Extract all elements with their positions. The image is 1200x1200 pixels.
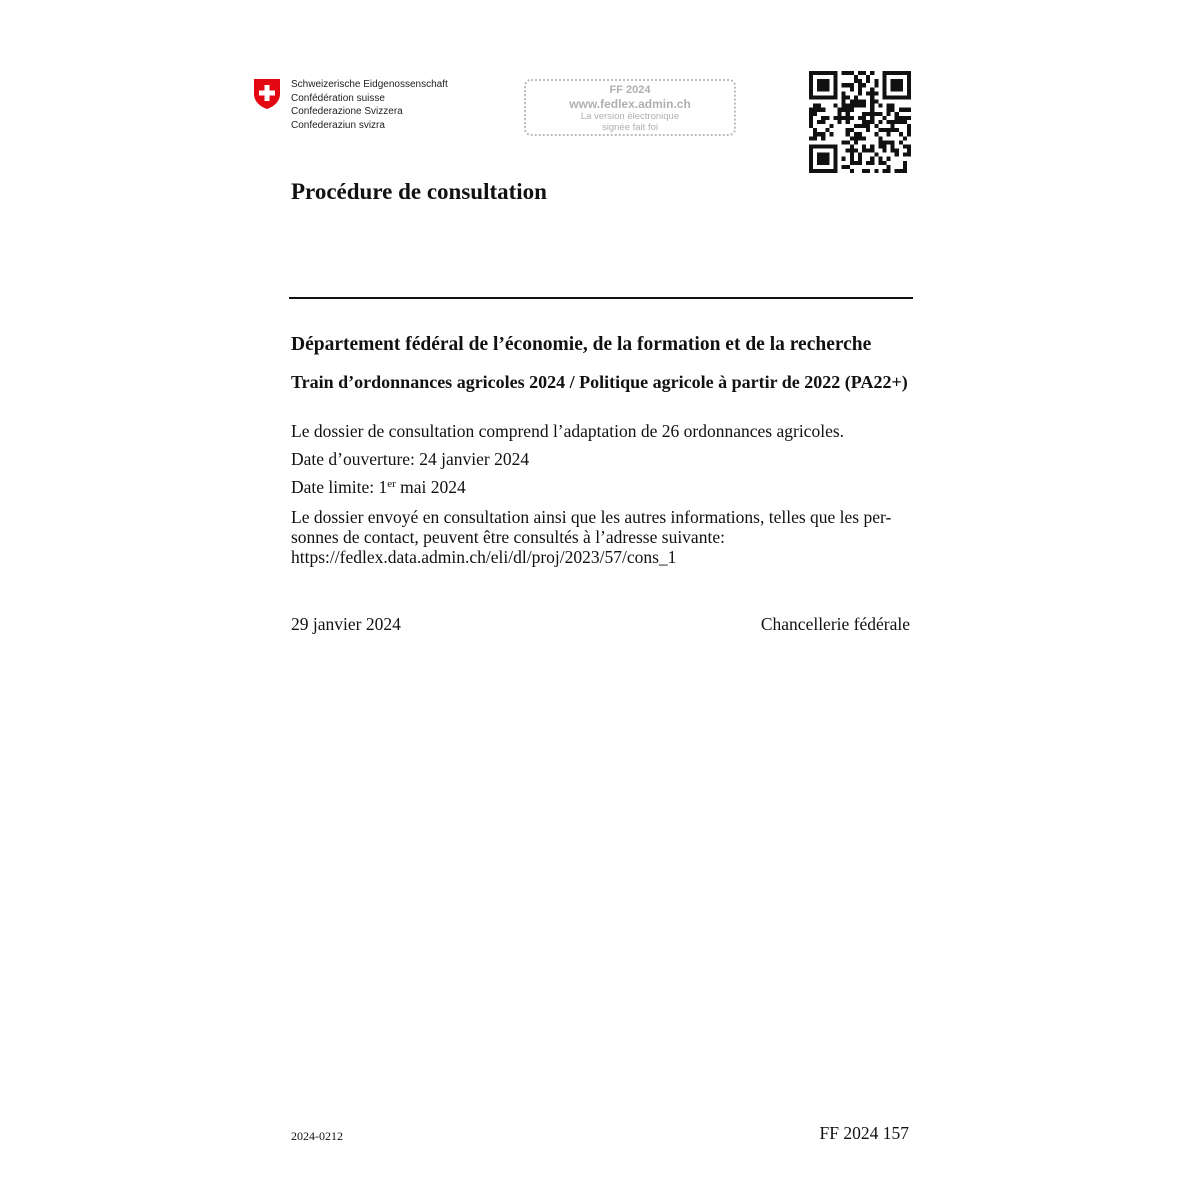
publication-date: 29 janvier 2024	[291, 614, 401, 634]
federation-name-fr: Confédération suisse	[291, 92, 385, 104]
page-reference: FF 2024 157	[819, 1123, 909, 1143]
title-divider	[289, 297, 913, 299]
page-title: Procédure de consultation	[291, 179, 547, 204]
opening-date: Date d’ouverture: 24 janvier 2024	[291, 449, 530, 469]
seal-line-3: La version électronique	[580, 111, 680, 122]
deadline-ordinal: er	[387, 478, 396, 490]
department-heading: Département fédéral de l’économie, de la formation et de la recherche	[291, 334, 872, 355]
deadline-text: Date limite: 1	[291, 477, 388, 497]
swiss-shield-icon	[253, 78, 281, 110]
federation-name-rm: Confederaziun svizra	[291, 119, 385, 131]
issuer-name: Chancellerie fédérale	[760, 614, 910, 634]
deadline-text-end: mai 2024	[395, 477, 466, 497]
deadline-date	[291, 477, 466, 497]
dossier-description: Le dossier de consultation comprend l’adaptation de 26 ordonnances agricoles.	[291, 421, 845, 441]
subject-heading: Train d’ordonnances agricoles 2024 / Politique agricole à partir de 2022 (PA22+)	[291, 372, 908, 392]
federation-name-de: Schweizerische Eidgenossenschaft	[291, 79, 448, 90]
qr-code-icon	[809, 71, 911, 173]
federation-names	[291, 78, 448, 132]
federation-name-it: Confederazione Svizzera	[291, 106, 403, 117]
electronic-seal	[524, 79, 736, 136]
seal-line-2: www.fedlex.admin.ch	[569, 97, 691, 111]
federal-logo	[253, 78, 493, 138]
document-reference: 2024-0212	[291, 1129, 343, 1143]
seal-line-4: signée fait foi	[602, 122, 658, 133]
seal-line-1: FF 2024	[609, 84, 651, 96]
dossier-access-info: Le dossier envoyé en consultation ainsi que les autres informations, telles que les per-sonnes de contact, peuvent être consultés à l’adresse suivante: https://fedlex.data.admin.ch/eli/dl/proj/2023/57/cons_1	[291, 507, 892, 567]
